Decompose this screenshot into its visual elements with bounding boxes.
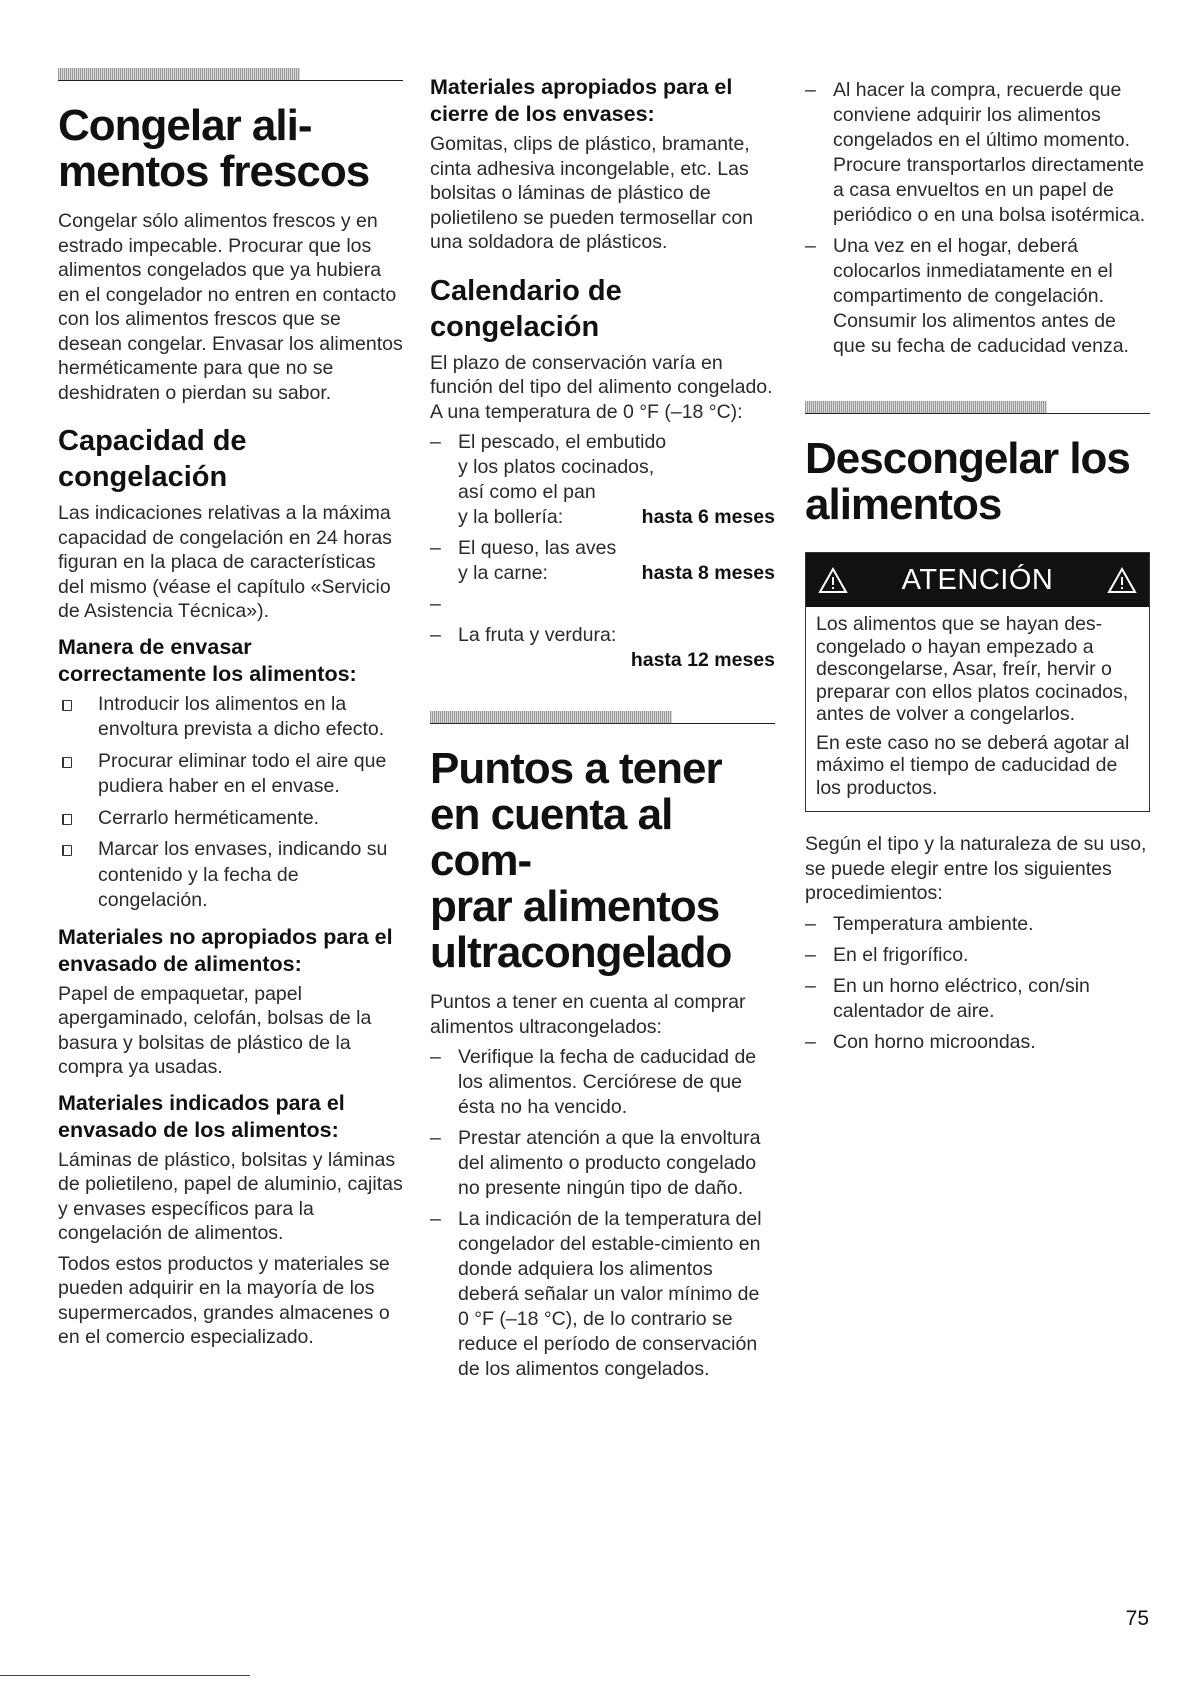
list-item: – En el frigorífico. xyxy=(805,943,969,966)
list-item: – Con horno microondas. xyxy=(805,1030,1036,1053)
duration-6-meses: hasta 6 meses xyxy=(641,506,775,528)
warning-body xyxy=(806,607,1149,811)
intro-paragraph: Congelar sólo alimentos frescos y en estrado impecable. Procurar que los alimentos congelados que ya hubiera en el congelador no entren en contacto con los alimentos frescos que se desean congelar. Envasar los alimentos herméticamente para que no se deshidraten o pierdan su sabor. xyxy=(58,210,403,404)
list-item: – La indicación de la temperatura del congelador del estable-cimiento en donde adquiera los alimentos deberá señalar un valor mínimo de 0 °F (–18 °C), de lo contrario se reduce el período de conservación de los alimentos congelados. xyxy=(430,1208,762,1380)
heading-no-apropiados: Materiales no apropiados para el envasado de alimentos: xyxy=(58,924,393,976)
column-middle xyxy=(430,0,775,1388)
page-number: 75 xyxy=(1125,1607,1149,1630)
heading-cierre: Materiales apropiados para el cierre de los envases: xyxy=(430,75,733,126)
cierre-paragraph: Gomitas, clips de plástico, bramante, cinta adhesiva incongelable, etc. Las bolsitas o láminas de plástico de polietileno se pueden termosellar con una soldadora de plásticos. xyxy=(430,133,754,253)
warning-paragraph-1: Los alimentos que se hayan des-congelado o hayan empezado a descongelarse, Asar, freír, hervir o preparar con ellos platos cocinados, antes de volver a congelarlos. xyxy=(816,613,1129,725)
list-item-empty: – xyxy=(430,593,441,615)
duration-8-meses: hasta 8 meses xyxy=(641,562,775,584)
section-title-puntos: Puntos a tener en cuenta al com- prar alimentos ultracongelado xyxy=(430,744,732,977)
list-item: Marcar los envases, indicando su contenido y la fecha de congelación. xyxy=(58,837,403,914)
duration-12-meses: hasta 12 meses xyxy=(630,649,775,671)
heading-indicados: Materiales indicados para el envasado de los alimentos: xyxy=(58,1090,345,1142)
list-item: – Prestar atención a que la envoltura del alimento o producto congelado no presente ningún tipo de daño. xyxy=(430,1127,761,1199)
section-title-descongelar: Descongelar los alimentos xyxy=(805,434,1130,529)
column-right xyxy=(805,0,1150,1061)
segun-paragraph: Según el tipo y la naturaleza de su uso, se puede elegir entre los siguientes procedimientos: xyxy=(805,833,1147,904)
section-rule xyxy=(805,399,1150,414)
heading-calendario: Calendario de congelación xyxy=(430,274,622,343)
list-item: – Temperatura ambiente. xyxy=(805,912,1034,935)
list-item: – El queso, las aves y la carne: hasta 8 meses xyxy=(430,537,775,584)
list-item: Procurar eliminar todo el aire que pudiera haber en el envase. xyxy=(58,749,403,800)
list-item: – Verifique la fecha de caducidad de los alimentos. Cerciórese de que ésta no ha vencido. xyxy=(430,1046,757,1118)
checkbox-bullet-icon xyxy=(62,757,72,768)
list-item: – El pescado, el embutido y los platos cocinados, así como el pan y la bollería: hasta 6 meses xyxy=(430,431,775,528)
warning-box xyxy=(805,552,1150,812)
section-rule xyxy=(430,709,775,724)
indicados-paragraph-2: Todos estos productos y materiales se pueden adquirir en la mayoría de los supermercados, grandes almacenes o en el comercio especializado. xyxy=(58,1252,390,1348)
list-item: Introducir los alimentos en la envoltura prevista a dicho efecto. xyxy=(58,692,403,743)
heading-manera-envasar: Manera de envasar correctamente los alimentos: xyxy=(58,634,357,686)
checkbox-bullet-icon xyxy=(62,845,72,856)
compra-list xyxy=(805,78,1150,359)
column-left xyxy=(58,0,403,1356)
manera-list xyxy=(58,692,403,914)
section-title-congelar: Congelar ali- mentos frescos xyxy=(58,101,370,196)
list-item: – Una vez en el hogar, deberá colocarlos inmediatamente en el compartimento de congelación. Consumir los alimentos antes de que su fecha de caducidad venza. xyxy=(805,235,1129,357)
list-item: Cerrarlo herméticamente. xyxy=(58,806,403,832)
list-item: – La fruta y verdura: hasta 12 meses xyxy=(430,624,775,671)
warning-title: ATENCIÓN xyxy=(901,563,1054,596)
warning-paragraph-2: En este caso no se deberá agotar al máximo el tiempo de caducidad de los productos. xyxy=(816,731,1130,799)
puntos-paragraph: Puntos a tener en cuenta al comprar alimentos ultracongelados: xyxy=(430,991,746,1038)
puntos-list xyxy=(430,1045,775,1382)
checkbox-bullet-icon xyxy=(62,814,72,825)
list-item: – Al hacer la compra, recuerde que conviene adquirir los alimentos congelados en el último momento. Procure transportarlos directamente a casa envueltos en un papel de periódico o en una bolsa isotérmica. xyxy=(805,79,1146,226)
indicados-paragraph-1: Láminas de plástico, bolsitas y láminas de polietileno, papel de aluminio, cajitas y envases específicos para la congelación de alimentos. xyxy=(58,1148,403,1244)
footer-rule xyxy=(0,1675,250,1676)
warning-triangle-icon xyxy=(1107,567,1137,594)
checkbox-bullet-icon xyxy=(62,700,72,711)
warning-triangle-icon xyxy=(818,567,848,594)
calendario-paragraph: El plazo de conservación varía en función del tipo del alimento congelado. A una temperatura de 0 °F (–18 °C): xyxy=(430,351,773,423)
list-item: – En un horno eléctrico, con/sin calentador de aire. xyxy=(805,974,1090,1022)
calendario-list xyxy=(430,430,775,673)
capacidad-paragraph: Las indicaciones relativas a la máxima capacidad de congelación en 24 horas figuran en la placa de características del mismo (véase el capítulo «Servicio de Asistencia Técnica»). xyxy=(58,502,392,622)
procedimientos-list xyxy=(805,912,1150,1055)
warning-header xyxy=(806,553,1149,607)
heading-capacidad: Capacidad de congelación xyxy=(58,425,247,493)
section-rule xyxy=(58,66,403,81)
no-apropiados-paragraph: Papel de empaquetar, papel apergaminado, celofán, bolsas de la basura y bolsitas de plástico de la compra ya usadas. xyxy=(58,982,372,1078)
